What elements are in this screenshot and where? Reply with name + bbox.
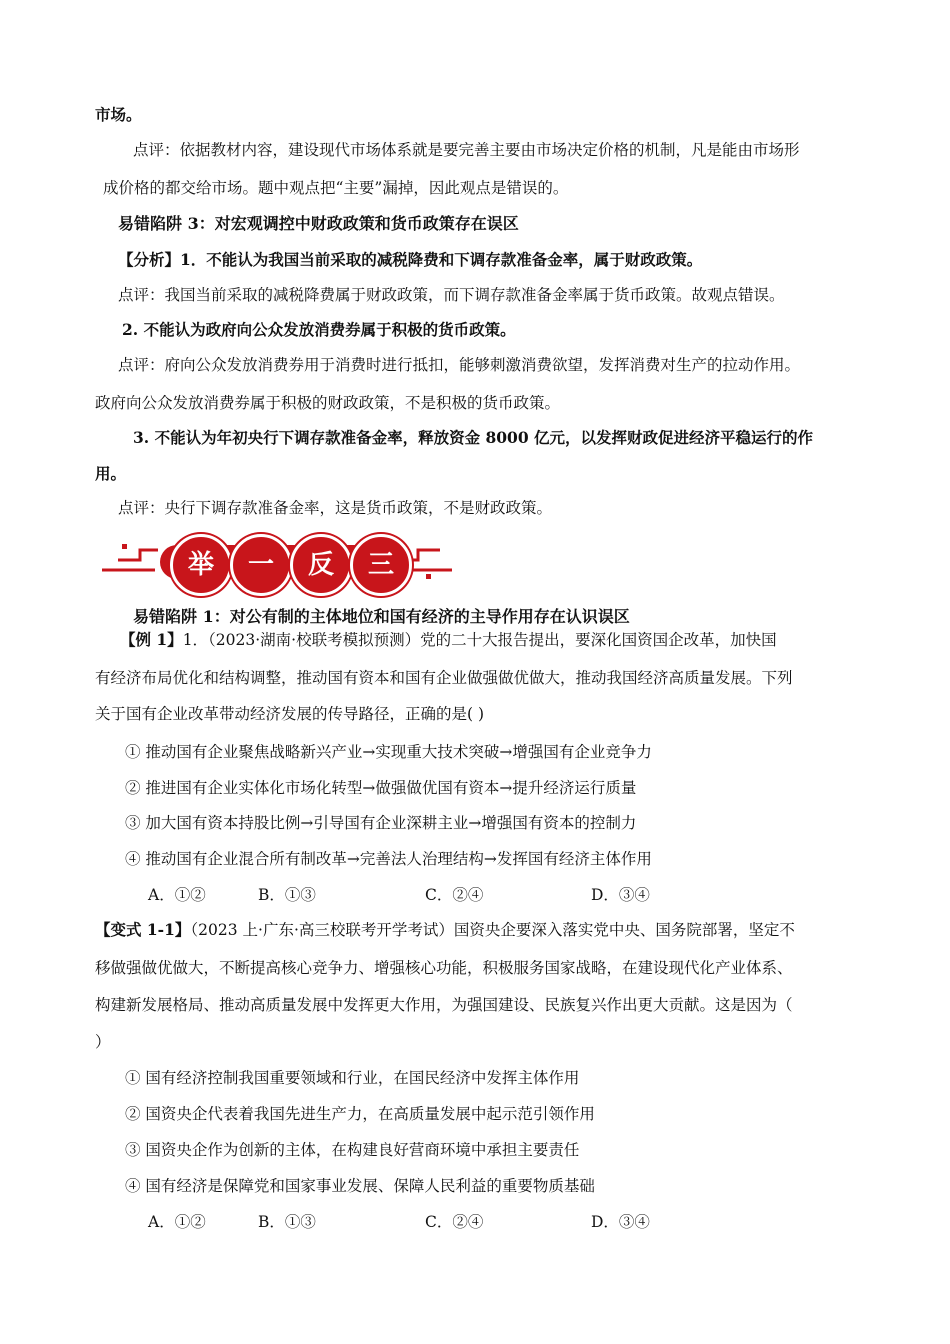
answer-option: D．③④ — [591, 886, 650, 904]
comment-line: 政府向公众发放消费券属于积极的财政政策，不是积极的货币政策。 — [95, 394, 561, 412]
banner-char: 三 — [350, 534, 412, 596]
section-heading: 易错陷阱 1：对公有制的主体地位和国有经济的主导作用存在认识误区 — [133, 607, 630, 626]
example-line: 关于国有企业改革带动经济发展的传导路径，正确的是( ) — [95, 705, 485, 723]
answer-option: D．③④ — [591, 1213, 650, 1231]
analysis-point — [118, 250, 702, 270]
choice-item: ③ 国资央企作为创新的主体，在构建良好营商环境中承担主要责任 — [125, 1141, 580, 1159]
example-line: 有经济布局优化和结构调整，推动国有资本和国有企业做强做优做大，推动我国经济高质量发展。下列 — [95, 669, 793, 687]
choice-item: ① 推动国有企业聚焦战略新兴产业→实现重大技术突破→增强国有企业竞争力 — [125, 743, 652, 761]
answer-option: C．②④ — [425, 886, 484, 904]
comment-line: 点评：依据教材内容，建设现代市场体系就是要完善主要由市场决定价格的机制，凡是能由市场形 — [133, 141, 800, 159]
choice-item: ④ 国有经济是保障党和国家事业发展、保障人民利益的重要物质基础 — [125, 1177, 595, 1195]
banner-ju-yi-fan-san — [100, 530, 455, 600]
comment-line: 点评：府向公众发放消费券用于消费时进行抵扣，能够刺激消费欲望，发挥消费对生产的拉动作用。 — [118, 356, 801, 374]
answer-option: B．①③ — [258, 886, 316, 904]
answer-option: B．①③ — [258, 1213, 316, 1231]
example-line — [120, 630, 777, 650]
banner-char: 一 — [230, 534, 292, 596]
variant-line: ） — [95, 1033, 111, 1051]
answer-option: A．①② — [148, 1213, 206, 1231]
variant-tag: 【变式 1-1】 — [95, 920, 191, 939]
comment-line: 点评：我国当前采取的减税降费属于财政政策，而下调存款准备金率属于货币政策。故观点错误。 — [118, 286, 785, 304]
analysis-tag: 【分析】 — [118, 250, 181, 269]
market-text: 市场。 — [95, 105, 142, 124]
variant-line: 构建新发展格局、推动高质量发展中发挥更大作用，为强国建设、民族复兴作出更大贡献。这是因为（ — [95, 996, 793, 1014]
banner-char: 举 — [170, 534, 232, 596]
choice-item: ② 推进国有企业实体化市场化转型→做强做优国有资本→提升经济运行质量 — [125, 779, 637, 797]
analysis-point: 2. 不能认为政府向公众发放消费券属于积极的货币政策。 — [122, 320, 516, 339]
variant-line — [95, 920, 795, 940]
choice-item: ③ 加大国有资本持股比例→引导国有企业深耕主业→增强国有资本的控制力 — [125, 814, 637, 832]
example-text: 1．（2023·湖南·校联考模拟预测）党的二十大报告提出，要深化国资国企改革，加快国 — [182, 631, 777, 649]
answer-option: C．②④ — [425, 1213, 484, 1231]
analysis-point: 用。 — [95, 464, 127, 483]
choice-item: ① 国有经济控制我国重要领域和行业，在国民经济中发挥主体作用 — [125, 1069, 580, 1087]
comment-line: 点评：央行下调存款准备金率，这是货币政策，不是财政政策。 — [118, 499, 553, 517]
choice-item: ② 国资央企代表着我国先进生产力，在高质量发展中起示范引领作用 — [125, 1105, 595, 1123]
section-heading: 易错陷阱 3：对宏观调控中财政政策和货币政策存在误区 — [118, 214, 519, 233]
variant-line: 移做强做优做大，不断提高核心竞争力、增强核心功能，积极服务国家战略，在建设现代化产业体系、 — [95, 959, 793, 977]
comment-line: 成价格的都交给市场。题中观点把“主要”漏掉，因此观点是错误的。 — [103, 179, 569, 197]
analysis-text: 1．不能认为我国当前采取的减税降费和下调存款准备金率，属于财政政策。 — [180, 250, 703, 269]
analysis-point: 3. 不能认为年初央行下调存款准备金率，释放资金 8000 亿元，以发挥财政促进经济平稳运行的作 — [133, 428, 814, 447]
variant-text: （2023 上·广东·高三校联考开学考试）国资央企要深入落实党中央、国务院部署，坚定不 — [190, 921, 795, 939]
answer-option: A．①② — [148, 886, 206, 904]
banner-char: 反 — [290, 534, 352, 596]
example-tag: 【例 1】 — [120, 630, 183, 649]
choice-item: ④ 推动国有企业混合所有制改革→完善法人治理结构→发挥国有经济主体作用 — [125, 850, 652, 868]
